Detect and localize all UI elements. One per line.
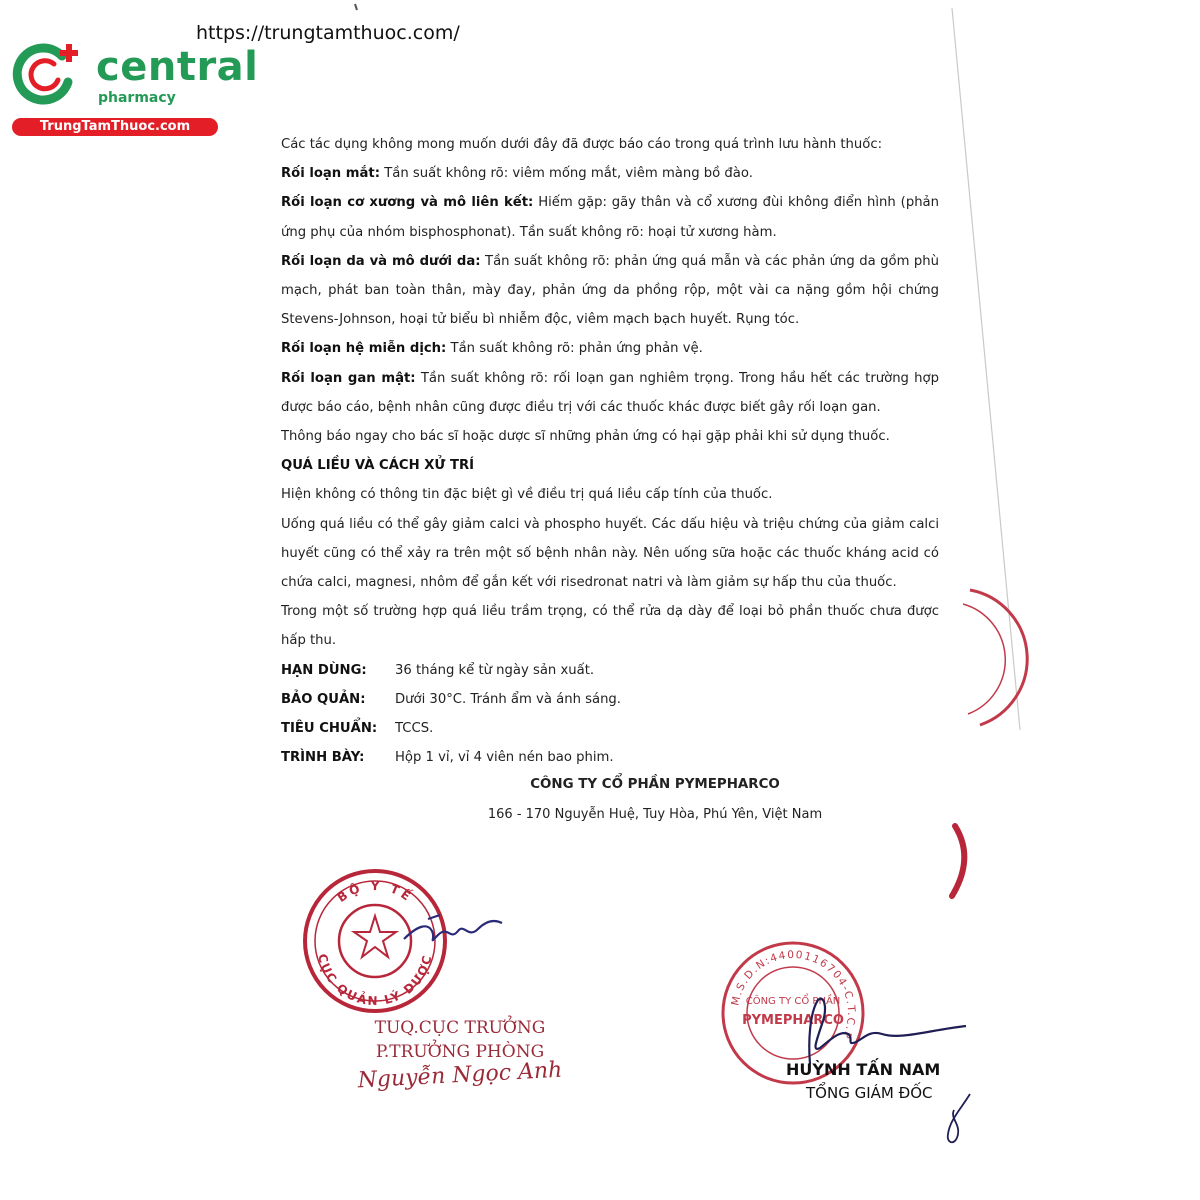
spec-key: TIÊU CHUẨN: (281, 721, 378, 737)
leaflet-body (281, 130, 939, 772)
company-address: 166 - 170 Nguyễn Huệ, Tuy Hòa, Phú Yên, Việt Nam (487, 807, 823, 822)
brand-name: central (96, 44, 259, 90)
effect-text: Hiếm gặp: gãy thân và cổ xương đùi không điển hình (phản ứng phụ của nhóm bisphosphonat). Tần suất không rõ: hoại tử xương hàm. (281, 195, 939, 240)
spec-key: HẠN DÙNG: (281, 662, 367, 678)
spec-row-storage (281, 685, 939, 714)
overdose-paragraph: Hiện không có thông tin đặc biệt gì về điều trị quá liều cấp tính của thuốc. (281, 487, 773, 503)
svg-text:CỤC QUẢN LÝ DƯỢC (315, 953, 435, 1009)
pharmacy-logo-icon (10, 38, 90, 110)
seal-line-1: CÔNG TY CỔ PHẦN (745, 996, 841, 1007)
spec-value: Hộp 1 vỉ, vỉ 4 viên nén bao phim. (395, 750, 614, 766)
spec-row-packaging (281, 743, 939, 772)
overdose-heading: QUÁ LIỀU VÀ CÁCH XỬ TRÍ (281, 458, 475, 474)
effect-item (281, 188, 939, 246)
effect-text: Tần suất không rõ: phản ứng phản vệ. (446, 341, 703, 357)
seal-ring-text: M.S.D.N:4400116704-C.T.C.P (729, 948, 858, 1042)
seal-line-2: PYMEPHARCO (742, 1013, 844, 1028)
effect-text: Tần suất không rõ: rối loạn gan nghiêm trọng. Trong hầu hết các trường hợp được báo cáo, bệnh nhân cũng được điều trị với các thuốc khác được biết gây rối loạn gan. (281, 370, 939, 415)
spec-value: 36 tháng kể từ ngày sản xuất. (395, 662, 595, 678)
overdose-paragraph: Trong một số trường hợp quá liều trầm trọng, có thể rửa dạ dày để loại bỏ phần thuốc chưa được hấp thu. (281, 604, 939, 649)
left-signature-scribble (398, 905, 508, 955)
spec-row-shelf-life (281, 656, 939, 685)
right-signatory-title: TỔNG GIÁM ĐỐC (806, 1084, 933, 1102)
left-signatory-title-1: TUQ.CỤC TRƯỞNG (374, 1018, 546, 1038)
effect-label: Rối loạn cơ xương và mô liên kết: (281, 195, 534, 211)
left-signatory-name: Nguyễn Ngọc Anh (357, 1057, 563, 1094)
overdose-paragraph: Uống quá liều có thể gây giảm calci và phospho huyết. Các dấu hiệu và triệu chứng của giảm calci huyết cũng có thể xảy ra trên một số bệnh nhân này. Nên uống sữa hoặc các thuốc kháng acid có chứa calci, magnesi, nhôm để gắn kết với risedronat natri và làm giảm sự hấp thu của thuốc. (281, 516, 939, 591)
effect-item (281, 334, 939, 363)
right-signature-scribble (770, 990, 970, 1070)
spec-row-standard (281, 714, 939, 743)
source-url[interactable]: https://trungtamthuoc.com/ (196, 22, 460, 44)
brand-website-bar: TrungTamThuoc.com (12, 118, 218, 136)
brand-logo (8, 38, 259, 138)
effect-item (281, 247, 939, 335)
effect-item (281, 364, 939, 422)
spec-value: TCCS. (395, 721, 434, 737)
effect-label: Rối loạn mắt: (281, 166, 381, 182)
company-block (440, 770, 870, 830)
adverse-effects-intro: Các tác dụng không mong muốn dưới đây đã được báo cáo trong quá trình lưu hành thuốc: (281, 137, 883, 152)
initial-mark (940, 1090, 980, 1150)
seal-top-text: BỘ Y TẾ (334, 878, 416, 906)
spec-key: TRÌNH BÀY: (281, 750, 365, 766)
spec-value: Dưới 30°C. Tránh ẩm và ánh sáng. (395, 691, 621, 707)
effect-text: Tần suất không rõ: phản ứng quá mẫn và các phản ứng da gồm phù mạch, phát ban toàn thân, mày đay, phản ứng da phồng rộp, một vài ca nặng gồm hội chứng Stevens-Johnson, hoại tử biểu bì nhiễm độc, viêm mạch bạch huyết. Rụng tóc. (281, 253, 939, 328)
company-name: CÔNG TY CỔ PHẦN PYMEPHARCO (530, 777, 780, 792)
spec-key: BẢO QUẢN: (281, 691, 366, 707)
seal-bottom-text: CỤC QUẢN LÝ DƯỢC (315, 952, 435, 1009)
left-signatory-title-2: P.TRƯỞNG PHÒNG (375, 1042, 545, 1062)
effect-label: Rối loạn hệ miễn dịch: (281, 341, 447, 357)
effect-text: Tần suất không rõ: viêm mống mắt, viêm màng bồ đào. (380, 166, 753, 182)
report-notice: Thông báo ngay cho bác sĩ hoặc dược sĩ những phản ứng có hại gặp phải khi sử dụng thuốc. (281, 429, 890, 445)
effect-label: Rối loạn gan mật: (281, 370, 416, 386)
effect-item (281, 159, 939, 188)
svg-text:BỘ Y TẾ (335, 879, 417, 905)
right-signatory-name: HUỲNH TẤN NAM (786, 1060, 941, 1079)
brand-subtitle: pharmacy (98, 90, 176, 106)
effect-label: Rối loạn da và mô dưới da: (281, 253, 481, 269)
